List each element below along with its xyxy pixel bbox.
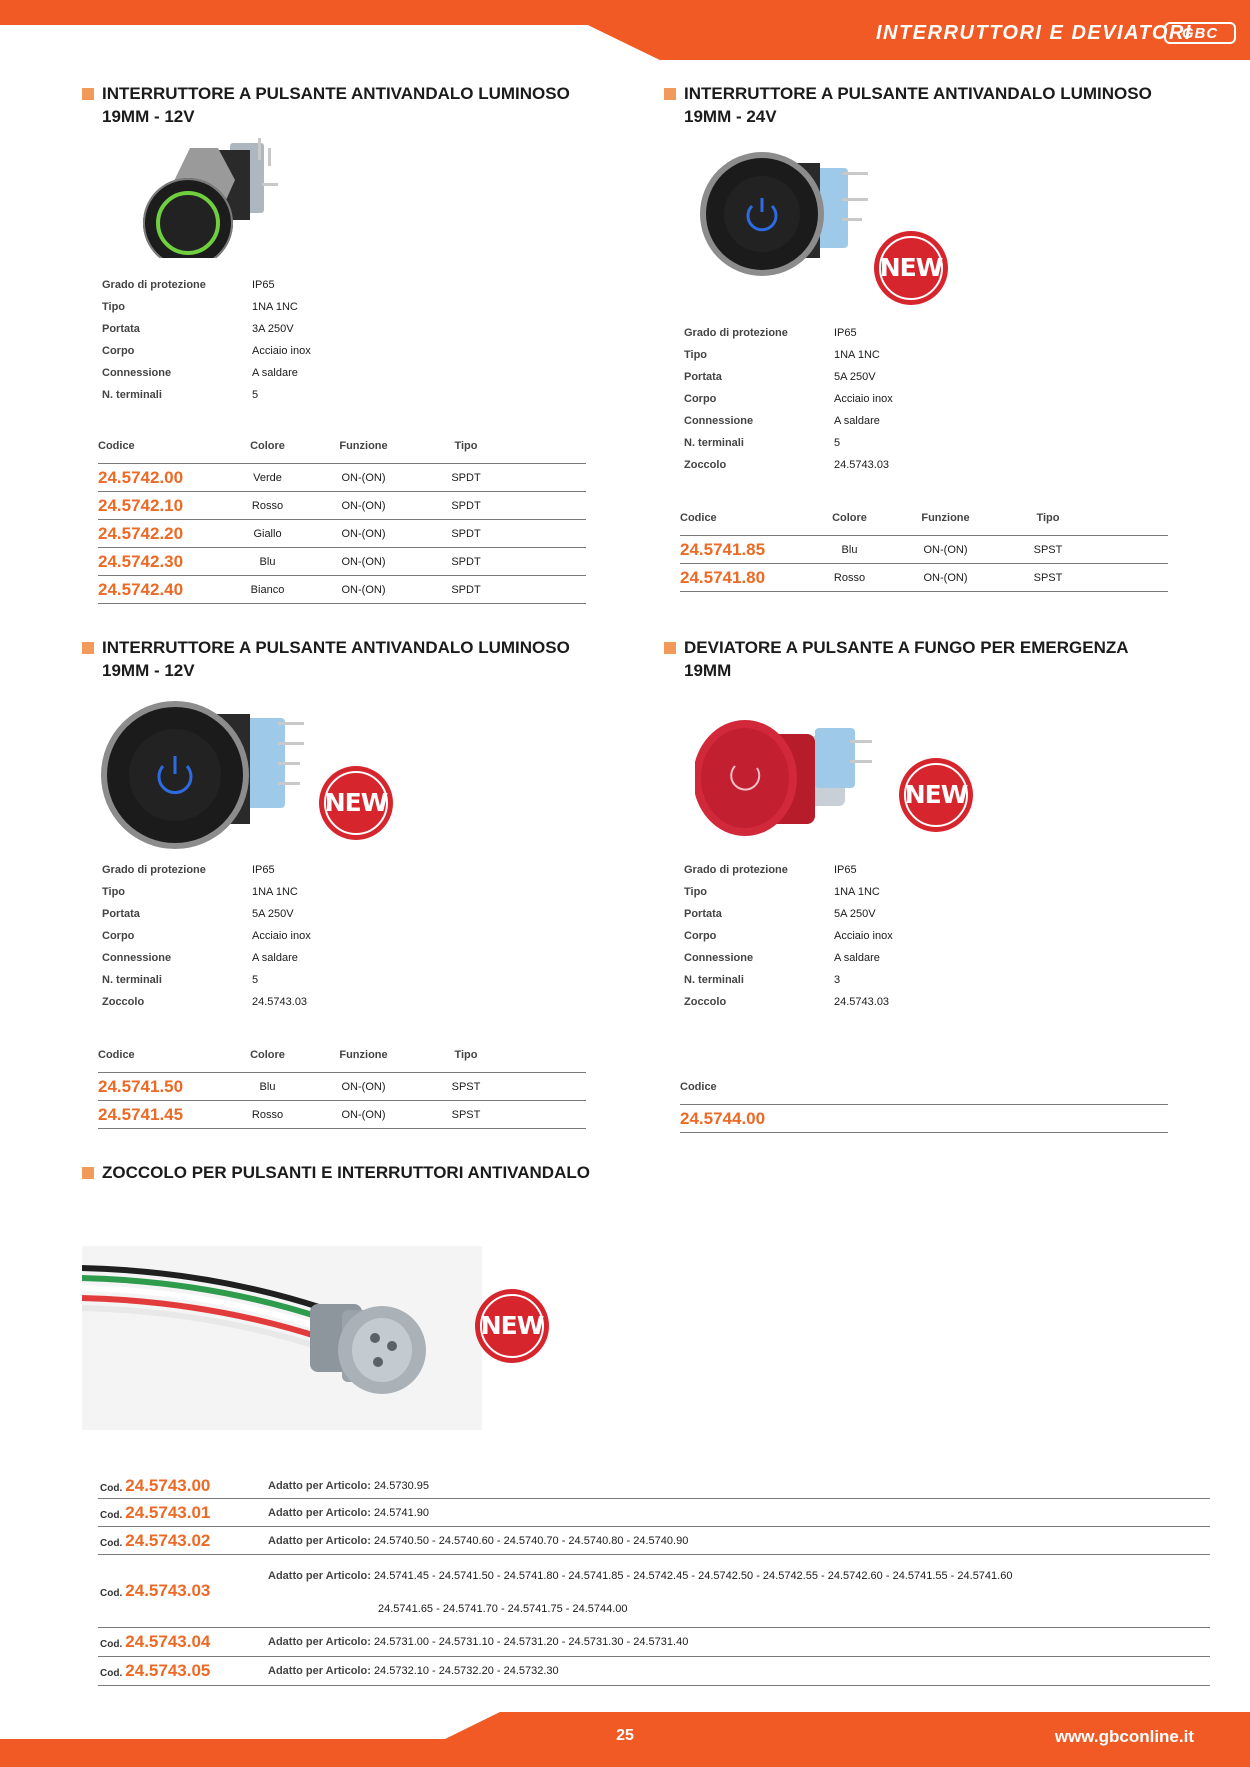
table-row: Cod. 24.5743.02 Adatto per Articolo: 24.5740.50 - 24.5740.60 - 24.5740.70 - 24.5740.80 - 24.5740.90	[98, 1527, 1210, 1555]
table-row: Cod. 24.5743.03 Adatto per Articolo: 24.5741.45 - 24.5741.50 - 24.5741.80 - 24.5741.85 - 24.5742.45 - 24.5742.50 - 24.5742.55 - 24.5742.60 - 24.5741.55 - 24.5741.60 24.5741.65 - 24.5741.70 - 24.5741.75 - 24.5744.00	[98, 1555, 1210, 1628]
table-row: 24.5742.10 Rosso ON-(ON) SPDT	[98, 492, 586, 520]
section-1-code-table	[98, 435, 586, 604]
new-badge: NEW	[873, 230, 949, 306]
website-link[interactable]: www.gbconline.it	[1054, 1727, 1194, 1746]
section-2-specs: Grado di protezione IP65 Tipo 1NA 1NC Portata 5A 250V Corpo Acciaio inox Connessione A saldare N. terminali 5 Zoccolo 24.5743.03	[684, 327, 893, 471]
table-row: Cod. 24.5743.04 Adatto per Articolo: 24.5731.00 - 24.5731.10 - 24.5731.20 - 24.5731.30 - 24.5731.40	[98, 1628, 1210, 1657]
table-row: 24.5741.85 Blu ON-(ON) SPST	[680, 536, 1168, 564]
page-number: 25	[616, 1727, 634, 1744]
table-header: Codice	[680, 1076, 1168, 1105]
table-header: Codice Colore Funzione Tipo	[98, 1044, 586, 1073]
section-2-code-table	[680, 507, 1168, 592]
new-badge: NEW	[318, 765, 394, 841]
socket-compatibility-table	[98, 1474, 1210, 1686]
bullet-square-icon	[82, 642, 94, 654]
table-row: 24.5741.50 Blu ON-(ON) SPST	[98, 1073, 586, 1101]
table-header: Codice Colore Funzione Tipo	[98, 435, 586, 464]
table-header: Codice Colore Funzione Tipo	[680, 507, 1168, 536]
new-badge: NEW	[474, 1288, 550, 1364]
section-3-title: INTERRUTTORE A PULSANTE ANTIVANDALO LUMINOSO 19MM - 12V	[82, 636, 570, 682]
switch-green-ring-image	[140, 128, 290, 258]
section-4-code-table	[680, 1076, 1168, 1133]
header-title: INTERRUTTORI E DEVIATORI	[875, 22, 1192, 44]
table-row: 24.5742.00 Verde ON-(ON) SPDT	[98, 464, 586, 492]
table-row: 24.5742.40 Bianco ON-(ON) SPDT	[98, 576, 586, 604]
emergency-mushroom-button-image	[695, 718, 885, 838]
section-3-specs: Grado di protezione IP65 Tipo 1NA 1NC Portata 5A 250V Corpo Acciaio inox Connessione A saldare N. terminali 5 Zoccolo 24.5743.03	[102, 864, 311, 1008]
section-1-specs: Grado di protezione IP65 Tipo 1NA 1NC Portata 3A 250V Corpo Acciaio inox Connessione A saldare N. terminali 5	[102, 279, 311, 401]
table-row: 24.5741.80 Rosso ON-(ON) SPST	[680, 564, 1168, 592]
section-5-title: ZOCCOLO PER PULSANTI E INTERRUTTORI ANTIVANDALO	[82, 1161, 590, 1184]
section-4-specs: Grado di protezione IP65 Tipo 1NA 1NC Portata 5A 250V Corpo Acciaio inox Connessione A saldare N. terminali 3 Zoccolo 24.5743.03	[684, 864, 893, 1008]
table-row: 24.5744.00	[680, 1105, 1168, 1133]
gbc-logo: GBC	[1164, 22, 1236, 44]
section-4-title: DEVIATORE A PULSANTE A FUNGO PER EMERGENZA 19MM	[664, 636, 1129, 682]
bullet-square-icon	[664, 88, 676, 100]
bullet-square-icon	[664, 642, 676, 654]
socket-connector-image	[82, 1246, 482, 1430]
table-row: Cod. 24.5743.01 Adatto per Articolo: 24.5741.90	[98, 1499, 1210, 1527]
new-badge: NEW	[898, 757, 974, 833]
switch-blue-power-12v-image	[100, 700, 310, 850]
bullet-square-icon	[82, 1167, 94, 1179]
section-1-title: INTERRUTTORE A PULSANTE ANTIVANDALO LUMINOSO 19MM - 12V	[82, 82, 570, 128]
table-row: Cod. 24.5743.05 Adatto per Articolo: 24.5732.10 - 24.5732.20 - 24.5732.30	[98, 1657, 1210, 1686]
table-row: Cod. 24.5743.00 Adatto per Articolo: 24.5730.95	[98, 1474, 1210, 1499]
table-row: 24.5741.45 Rosso ON-(ON) SPST	[98, 1101, 586, 1129]
section-2-title: INTERRUTTORE A PULSANTE ANTIVANDALO LUMINOSO 19MM - 24V	[664, 82, 1152, 128]
table-row: 24.5742.20 Giallo ON-(ON) SPDT	[98, 520, 586, 548]
table-row: 24.5742.30 Blu ON-(ON) SPDT	[98, 548, 586, 576]
bullet-square-icon	[82, 88, 94, 100]
section-3-code-table	[98, 1044, 586, 1129]
switch-blue-power-24v-image	[700, 148, 890, 288]
